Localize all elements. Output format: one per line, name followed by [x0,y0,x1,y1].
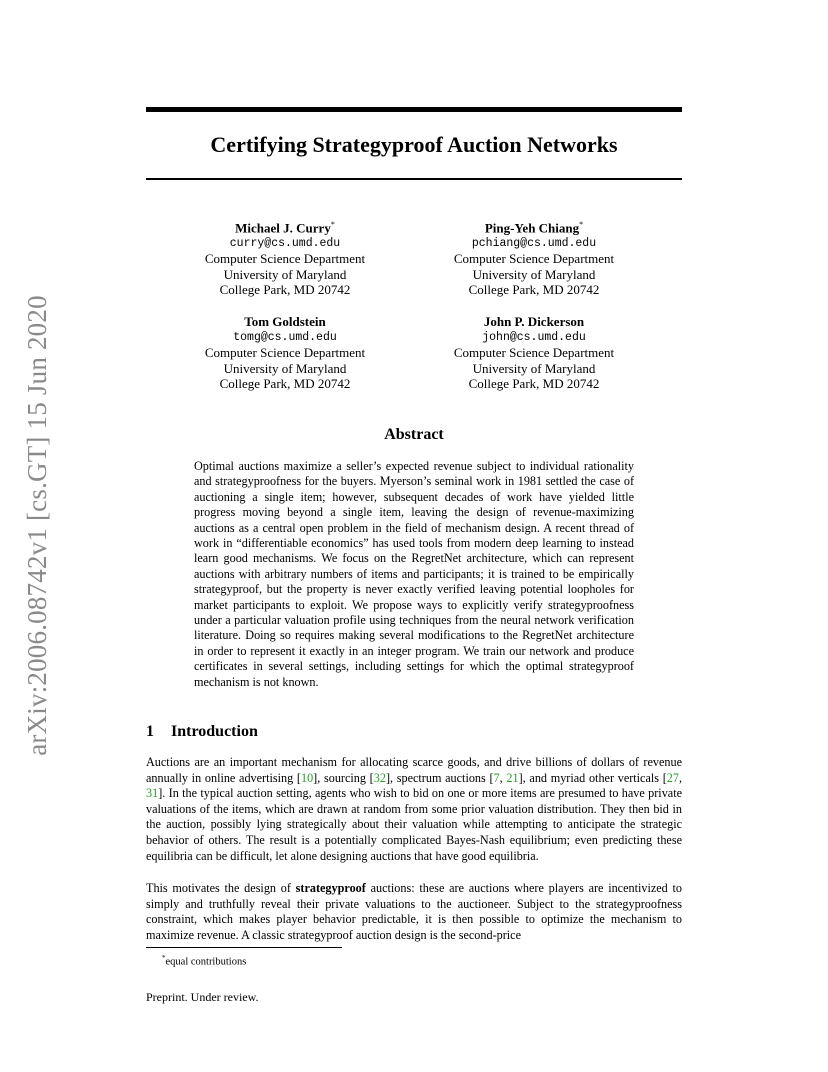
footnote-rule [146,947,342,948]
paper-title: Certifying Strategyproof Auction Networks [210,132,618,157]
author-email: john@cs.umd.edu [482,330,586,344]
citation-link[interactable]: 21 [506,770,519,785]
author-university: University of Maryland [472,266,596,282]
title-rule-top [146,107,682,112]
citation-link[interactable]: 31 [146,786,159,801]
author-department: Computer Science Department [204,251,366,267]
footnote-text: equal contributions [165,956,247,968]
author-block [160,217,410,298]
author-university: University of Maryland [472,360,596,376]
section-heading [146,722,682,742]
citation-link[interactable]: 32 [373,770,386,785]
author-name: Tom Goldstein [244,314,326,329]
author-address: College Park, MD 20742 [468,282,600,298]
author-block [409,314,659,392]
arxiv-stamp [5,290,69,760]
author-department: Computer Science Department [453,251,615,267]
arxiv-stamp-text: arXiv:2006.08742v1 [cs.GT] 15 Jun 2020 [21,294,52,756]
author-block [409,217,659,298]
section-number: 1 [146,723,154,740]
author-name: Michael J. Curry* [235,220,335,236]
author-name: John P. Dickerson [483,314,585,329]
footnote [162,951,246,970]
author-university: University of Maryland [223,360,347,376]
intro-paragraph: Auctions are an important mechanism for allocating scarce goods, and drive billions of dollars of revenue annually in online advertising [10], sourcing [32], spectrum auctions [7, 21], and myriad other verticals [27, 31]. In the typical auction setting, agents who wish to bid on one or more items are presumed to have private valuations of the items, which are drawn at random from some prior valuation distribution. They then bid in the auction, possibly lying strategically about their valuation while attempting to anticipate the strategic behavior of others. The result is a potentially complicated Bayes-Nash equilibrium; even predicting these equilibria can be difficult, let alone designing auctions that have good equilibria. [146,755,683,863]
abstract-heading: Abstract [384,426,444,443]
preprint-notice: Preprint. Under review. [146,990,259,1004]
author-department: Computer Science Department [204,345,366,360]
author-email: curry@cs.umd.edu [229,236,341,250]
author-footnote-mark: * [330,220,335,229]
author-email: pchiang@cs.umd.edu [471,236,597,250]
footnote-mark: * [162,954,166,962]
intro-paragraph: This motivates the design of strategyproof auctions: these are auctions where players are incentivized to simply and truthfully reveal their private valuations to the auctioneer. Subject to the strategyproofness constraint, which makes player behavior predictable, it is then possible to optimize the mechanism to maximize revenue. A classic strategyproof auction design is the second-price [146,881,682,942]
author-address: College Park, MD 20742 [468,376,600,391]
author-address: College Park, MD 20742 [219,282,351,298]
title-rule-bottom [146,178,682,180]
citation-link[interactable]: 27 [666,770,679,785]
author-university: University of Maryland [223,266,347,282]
author-footnote-mark: * [579,220,584,229]
author-name: Ping-Yeh Chiang* [484,220,584,236]
citation-link[interactable]: 10 [300,770,314,785]
author-block [160,314,410,392]
abstract-text: Optimal auctions maximize a seller’s expected revenue subject to individual rationality and strategyproofness for the buyers. Myerson’s seminal work in 1981 settled the case of auctioning a single item; however, subsequent decades of work have yielded little progress moving beyond a single item, leaving the design of revenue-maximizing auctions as a central open problem in the field of mechanism design. A recent thread of work in “differentiable economics” has used tools from modern deep learning to instead learn good mechanisms. We focus on the RegretNet architecture, which can represent auctions with arbitrary numbers of items and participants; it is trained to be empirically strategyproof, but the property is never exactly verified leaving potential loopholes for market participants to exploit. We propose ways to explicitly verify strategyproofness under a particular valuation profile using techniques from the neural network verification literature. Doing so requires making several modifications to the RegretNet architecture in order to represent it exactly in an integer program. We train our network and produce certificates in several settings, including settings for which the optimal strategyproof mechanism is not known. [194,459,634,689]
author-department: Computer Science Department [453,345,615,360]
section-title: Introduction [171,723,258,740]
author-address: College Park, MD 20742 [219,376,351,391]
emphasis-term: strategyproof [295,881,366,895]
citation-link[interactable]: 7 [493,770,500,785]
author-email: tomg@cs.umd.edu [233,330,337,344]
